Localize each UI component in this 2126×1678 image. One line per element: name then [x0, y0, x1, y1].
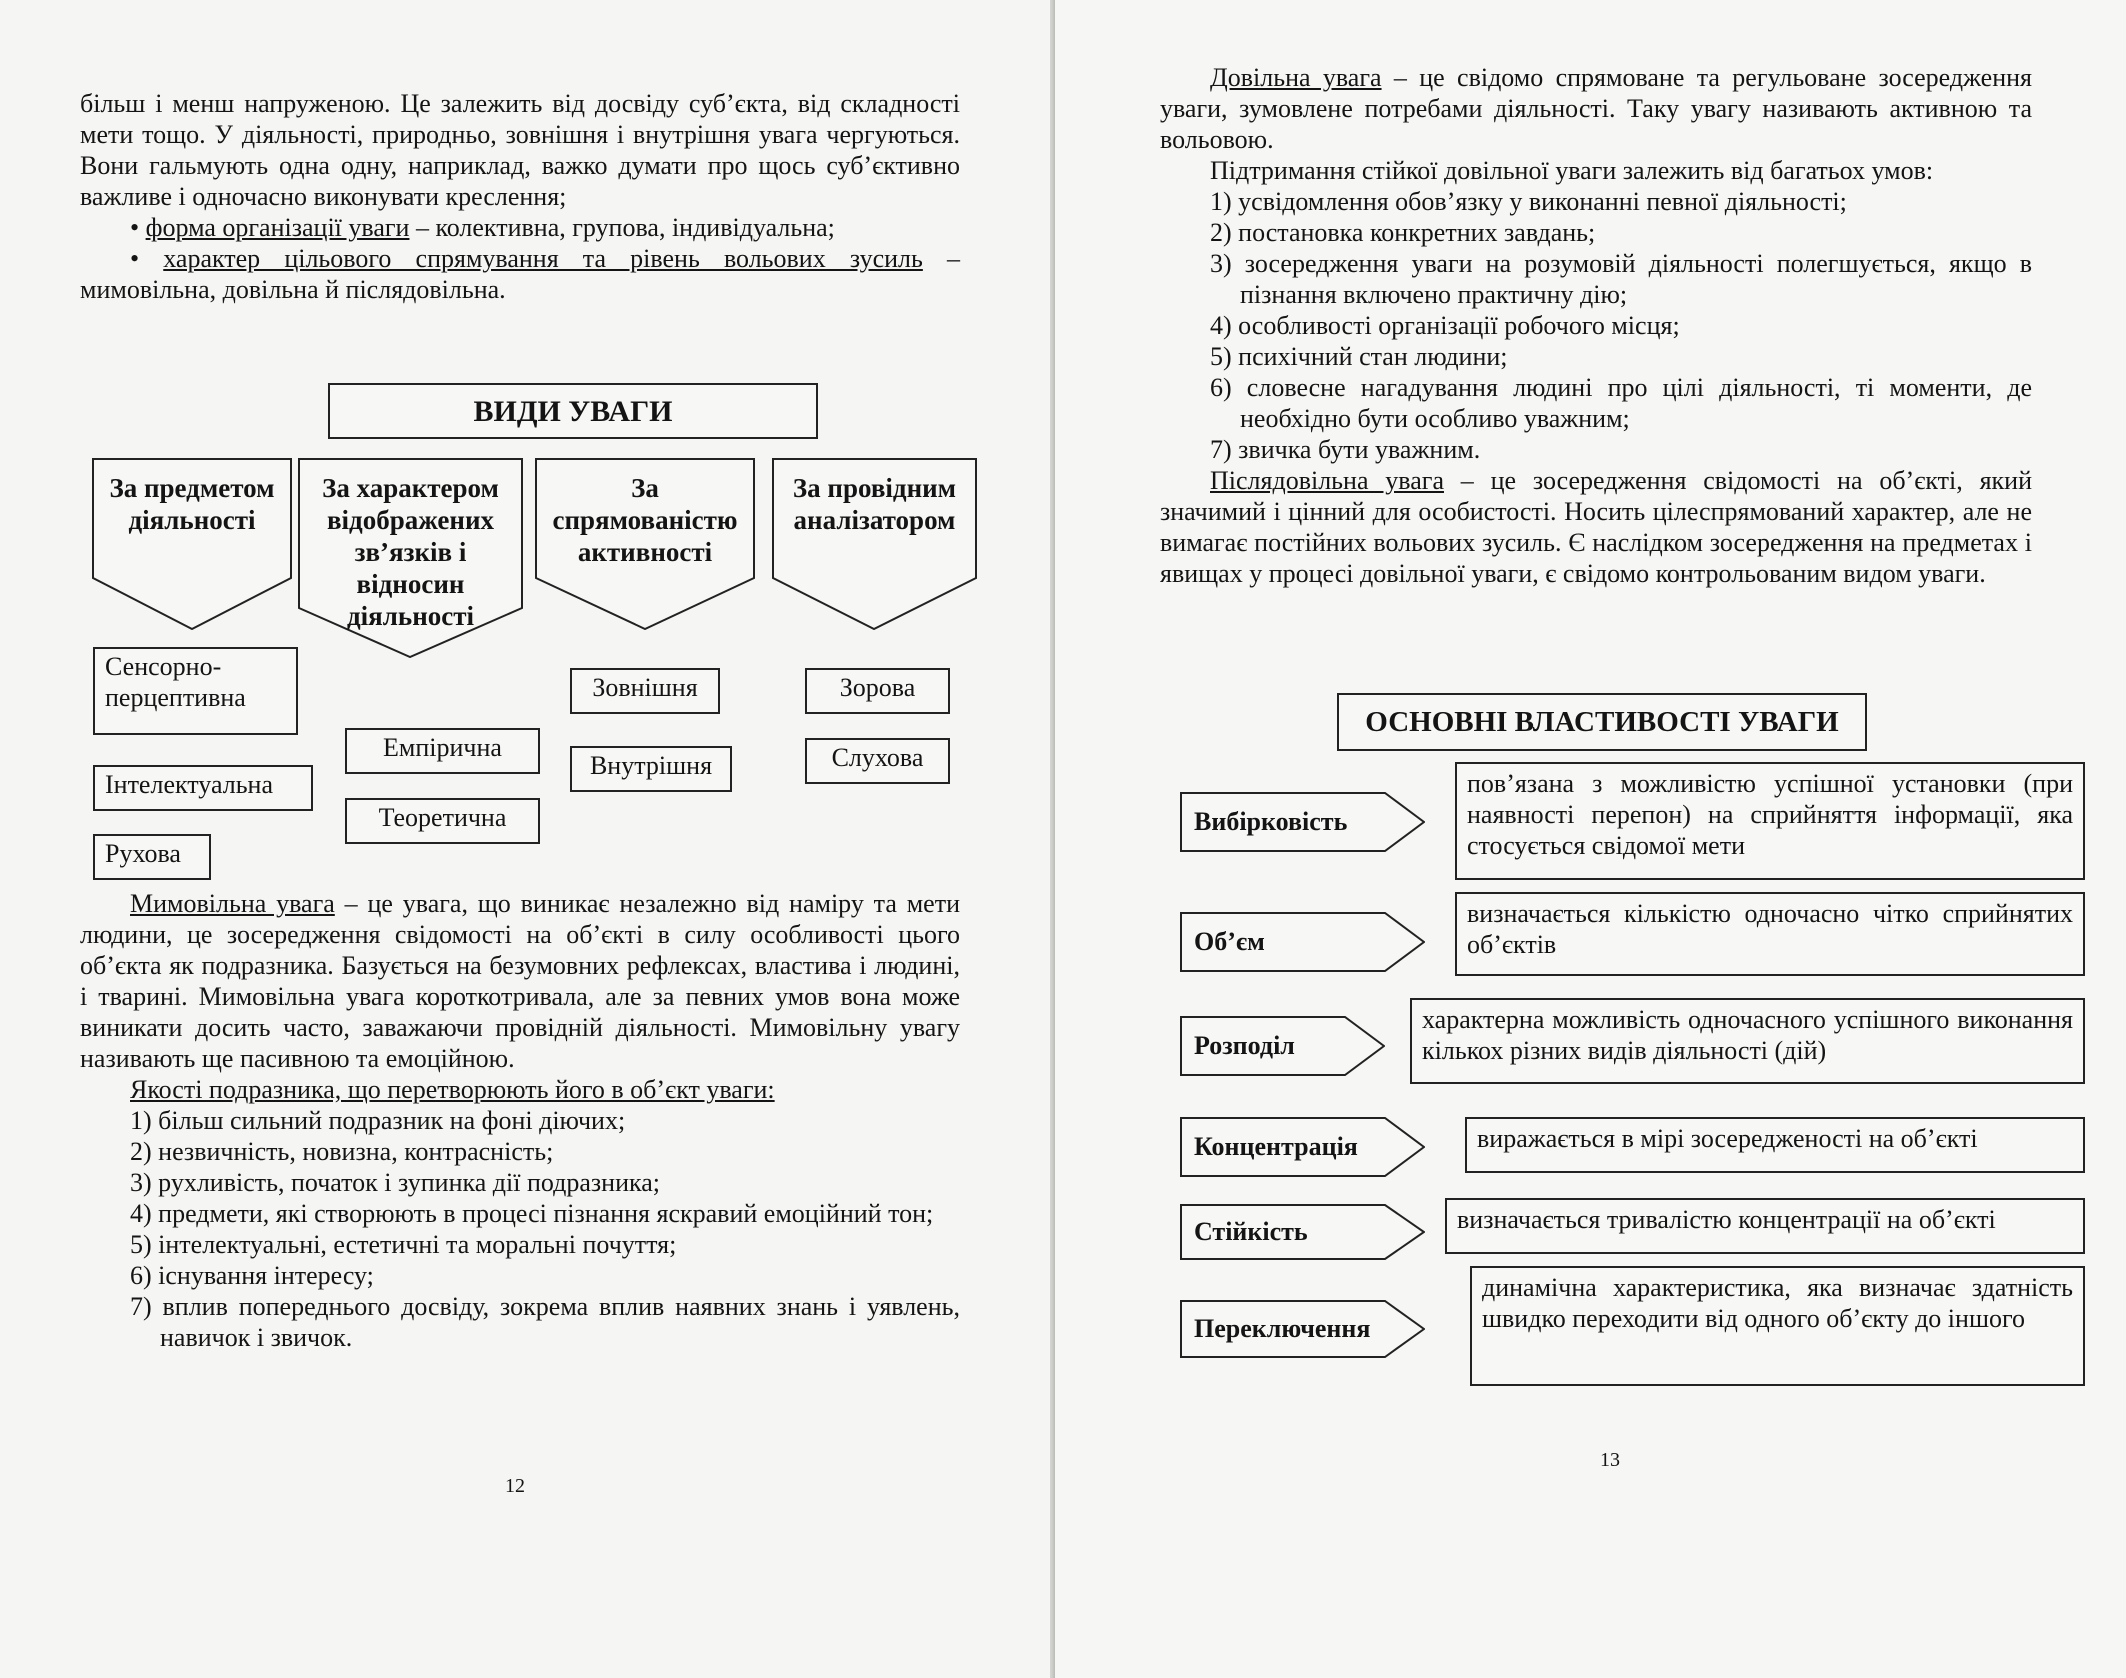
bullet-character-term: характер цільового спрямування та рівень вольових зусиль	[163, 244, 923, 273]
property-stability-label: Стійкість	[1194, 1217, 1308, 1246]
bullet-mark: •	[130, 213, 140, 242]
voluntary-attention-text: – це свідомо спрямоване та регульоване зосередження уваги, зумовлене потребами діяльності. Таку увагу називають активною та вольовою.	[1160, 63, 2032, 154]
property-selectivity-label: Вибірковість	[1194, 807, 1348, 836]
property-stability	[1180, 1204, 1425, 1260]
property-stability-desc: визначається тривалістю концентрації на об’єкті	[1445, 1198, 2085, 1254]
property-distribution-desc: характерна можливість одночасного успішного виконання кількох різних видів діяльності (дій)	[1410, 998, 2085, 1084]
stimulus-qualities-heading: Якості подразника, що перетворюють його в об’єкт уваги:	[130, 1075, 775, 1104]
list-item: 2) постановка конкретних завдань;	[1210, 218, 1596, 247]
bullet-form-rest: – колективна, групова, індивідуальна;	[409, 213, 835, 242]
list-item: 4) предмети, які створюють в процесі пізнання яскравий емоційний тон;	[130, 1199, 934, 1228]
item-motor: Рухова	[93, 834, 211, 880]
list-item: 1) усвідомлення обов’язку у виконанні певної діяльності;	[1210, 187, 1847, 216]
list-item: 7) вплив попереднього досвіду, зокрема вплив наявних знань і уявлень, навичок і звичок.	[130, 1292, 960, 1352]
left-para-1: більш і менш напруженою. Це залежить від досвіду суб’єкта, від складності мети тощо. У діяльності, природньо, зовнішня і внутрішня увага чергуються. Вони гальмують одна одну, наприклад, важко думати про щось суб’єктивно важливе і одночасно виконувати креслення;	[80, 89, 960, 211]
header-by-character-label: За характером відображених зв’язків і відносин діяльності	[322, 473, 499, 631]
list-item: 4) особливості організації робочого місця;	[1210, 311, 1680, 340]
header-by-direction-label: За спрямованістю активності	[552, 473, 738, 567]
list-item: 6) словесне нагадування людині про цілі діяльності, ті моменти, де необхідно бути особливо уважним;	[1210, 373, 2032, 433]
property-selectivity-desc: пов’язана з можливістю успішної установки (при наявності перепон) на сприйняття інформації, яка стосується свідомої мети	[1455, 762, 2085, 880]
diagram-title-types: ВИДИ УВАГИ	[328, 383, 818, 439]
post-voluntary-attention-text: – це зосередження свідомості на об’єкті, який значимий і цінний для особистості. Носить цілеспрямований характер, але не вимагає постійних вольових зусиль. Є наслідком зосередження на предметах і явищах у процесі довільної уваги, є свідомо контрольованим видом уваги.	[1160, 466, 2032, 588]
item-sensor-perceptive: Сенсорно-перцептивна	[93, 647, 298, 735]
support-conditions-intro: Підтримання стійкої довільної уваги залежить від багатьох умов:	[1210, 156, 1934, 185]
property-distribution	[1180, 1016, 1385, 1076]
property-selectivity	[1180, 792, 1425, 852]
left-page	[0, 0, 1050, 1678]
list-item: 1) більш сильний подразник на фоні діючих;	[130, 1106, 626, 1135]
left-intro-text	[80, 88, 960, 305]
item-intellectual: Інтелектуальна	[93, 765, 313, 811]
list-item: 2) незвичність, новизна, контрасність;	[130, 1137, 554, 1166]
property-volume-label: Об’єм	[1194, 927, 1265, 956]
voluntary-attention-term: Довільна увага	[1210, 63, 1382, 92]
property-concentration-desc: виражається в мірі зосередженості на об’єкті	[1465, 1117, 2085, 1173]
property-concentration	[1180, 1117, 1425, 1177]
stimulus-qualities-list	[80, 1105, 960, 1353]
property-switching-label: Переключення	[1194, 1314, 1371, 1343]
header-by-subject	[92, 458, 292, 630]
right-page	[1055, 0, 2126, 1678]
item-empirical: Емпірична	[345, 728, 540, 774]
item-theoretical: Теоретична	[345, 798, 540, 844]
involuntary-attention-text: – це увага, що виникає незалежно від наміру та мети людини, це зосередження свідомості на об’єкті в силу особливості цього об’єкта як подразника. Базується на безумовних рефлексах, властива і людині, і тварині. Мимовільна увага короткотривала, але за певних умов вона може виникати досить часто, заважаючи провідній діяльності. Мимовільну увагу називають ще пасивною та емоційною.	[80, 889, 960, 1073]
bullet-form	[80, 212, 960, 243]
post-voluntary-attention-para	[1160, 465, 2032, 589]
involuntary-attention-para	[80, 888, 960, 1074]
involuntary-attention-term: Мимовільна увага	[130, 889, 335, 918]
item-internal: Внутрішня	[570, 746, 732, 792]
header-by-subject-label: За предметом діяльності	[109, 473, 275, 535]
list-item: 3) зосередження уваги на розумовій діяльності полегшується, якщо в пізнання включено практичну дію;	[1210, 249, 2032, 309]
header-by-analyzer-label: За провідним аналізатором	[792, 473, 957, 535]
property-volume-desc: визначається кількістю одночасно чітко сприйнятих об’єктів	[1455, 892, 2085, 976]
header-by-analyzer	[772, 458, 977, 630]
right-main-text	[1160, 62, 2032, 589]
property-switching-desc: динамічна характеристика, яка визначає здатність швидко переходити від одного об’єкту до іншого	[1470, 1266, 2085, 1386]
bullet-character	[80, 243, 960, 305]
list-item: 5) психічний стан людини;	[1210, 342, 1508, 371]
list-item: 3) рухливість, початок і зупинка дії подразника;	[130, 1168, 660, 1197]
item-external: Зовнішня	[570, 668, 720, 714]
item-auditory: Слухова	[805, 738, 950, 784]
voluntary-attention-para	[1160, 62, 2032, 155]
conditions-list	[1160, 186, 2032, 465]
bullet-form-term: форма організації уваги	[145, 213, 410, 242]
property-switching	[1180, 1300, 1425, 1358]
diagram-title-properties: ОСНОВНІ ВЛАСТИВОСТІ УВАГИ	[1337, 693, 1867, 751]
list-item: 6) існування інтересу;	[130, 1261, 374, 1290]
left-main-text	[80, 888, 960, 1353]
property-distribution-label: Розподіл	[1194, 1031, 1295, 1060]
post-voluntary-attention-term: Післядовільна увага	[1210, 466, 1444, 495]
stimulus-qualities-heading-row	[80, 1074, 960, 1105]
header-by-direction	[535, 458, 755, 630]
property-volume	[1180, 912, 1425, 972]
page-number-right: 13	[1600, 1449, 1620, 1471]
header-by-character	[298, 458, 523, 658]
page-number-left: 12	[505, 1475, 525, 1497]
list-item: 7) звичка бути уважним.	[1210, 435, 1481, 464]
bullet-character-rest: – мимовільна, довільна й післядовільна.	[80, 244, 961, 304]
list-item: 5) інтелектуальні, естетичні та моральні почуття;	[130, 1230, 677, 1259]
bullet-mark: •	[130, 244, 140, 273]
item-visual: Зорова	[805, 668, 950, 714]
property-concentration-label: Концентрація	[1194, 1132, 1358, 1161]
